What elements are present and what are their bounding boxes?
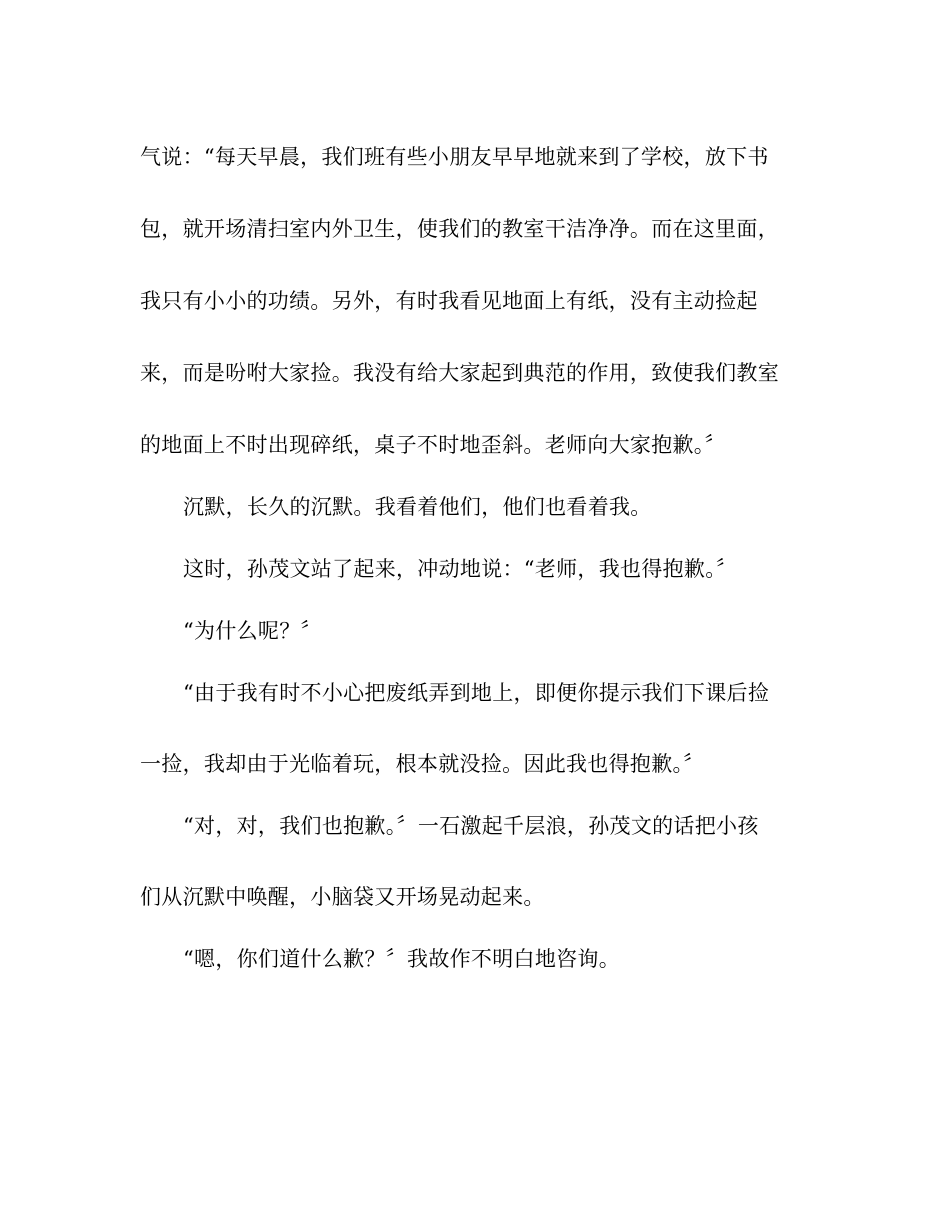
paragraph-line: 气说：“每天早晨，我们班有些小朋友早早地就来到了学校，放下书	[140, 145, 769, 169]
paragraph-line: “为什么呢？〞	[183, 619, 322, 643]
paragraph-line: 包，就开场清扫室内外卫生，使我们的教室干洁净净。而在这里面，	[140, 217, 779, 241]
paragraph-line: 来，而是吩咐大家捡。我没有给大家起到典范的作用，致使我们教室	[140, 361, 779, 385]
paragraph-line: “嗯，你们道什么歉？〞我故作不明白地咨询。	[183, 947, 621, 971]
paragraph-line: 沉默，长久的沉默。我看着他们，他们也看着我。	[183, 495, 652, 519]
paragraph-line: “对，对，我们也抱歉。〞一石激起千层浪，孙茂文的话把小孩	[183, 814, 759, 838]
paragraph-line: “由于我有时不小心把废纸弄到地上，即便你提示我们下课后捡	[183, 681, 770, 705]
paragraph-line: 我只有小小的功绩。另外，有时我看见地面上有纸，没有主动捡起	[140, 289, 758, 313]
paragraph-line: 们从沉默中唤醒，小脑袋又开场晃动起来。	[140, 885, 545, 909]
paragraph-line: 一捡，我却由于光临着玩，根本就没捡。因此我也得抱歉。〞	[140, 752, 705, 776]
paragraph-line: 的地面上不时出现碎纸，桌子不时地歪斜。老师向大家抱歉。〞	[140, 433, 726, 457]
paragraph-line: 这时，孙茂文站了起来，冲动地说：“老师，我也得抱歉。〞	[183, 557, 738, 581]
